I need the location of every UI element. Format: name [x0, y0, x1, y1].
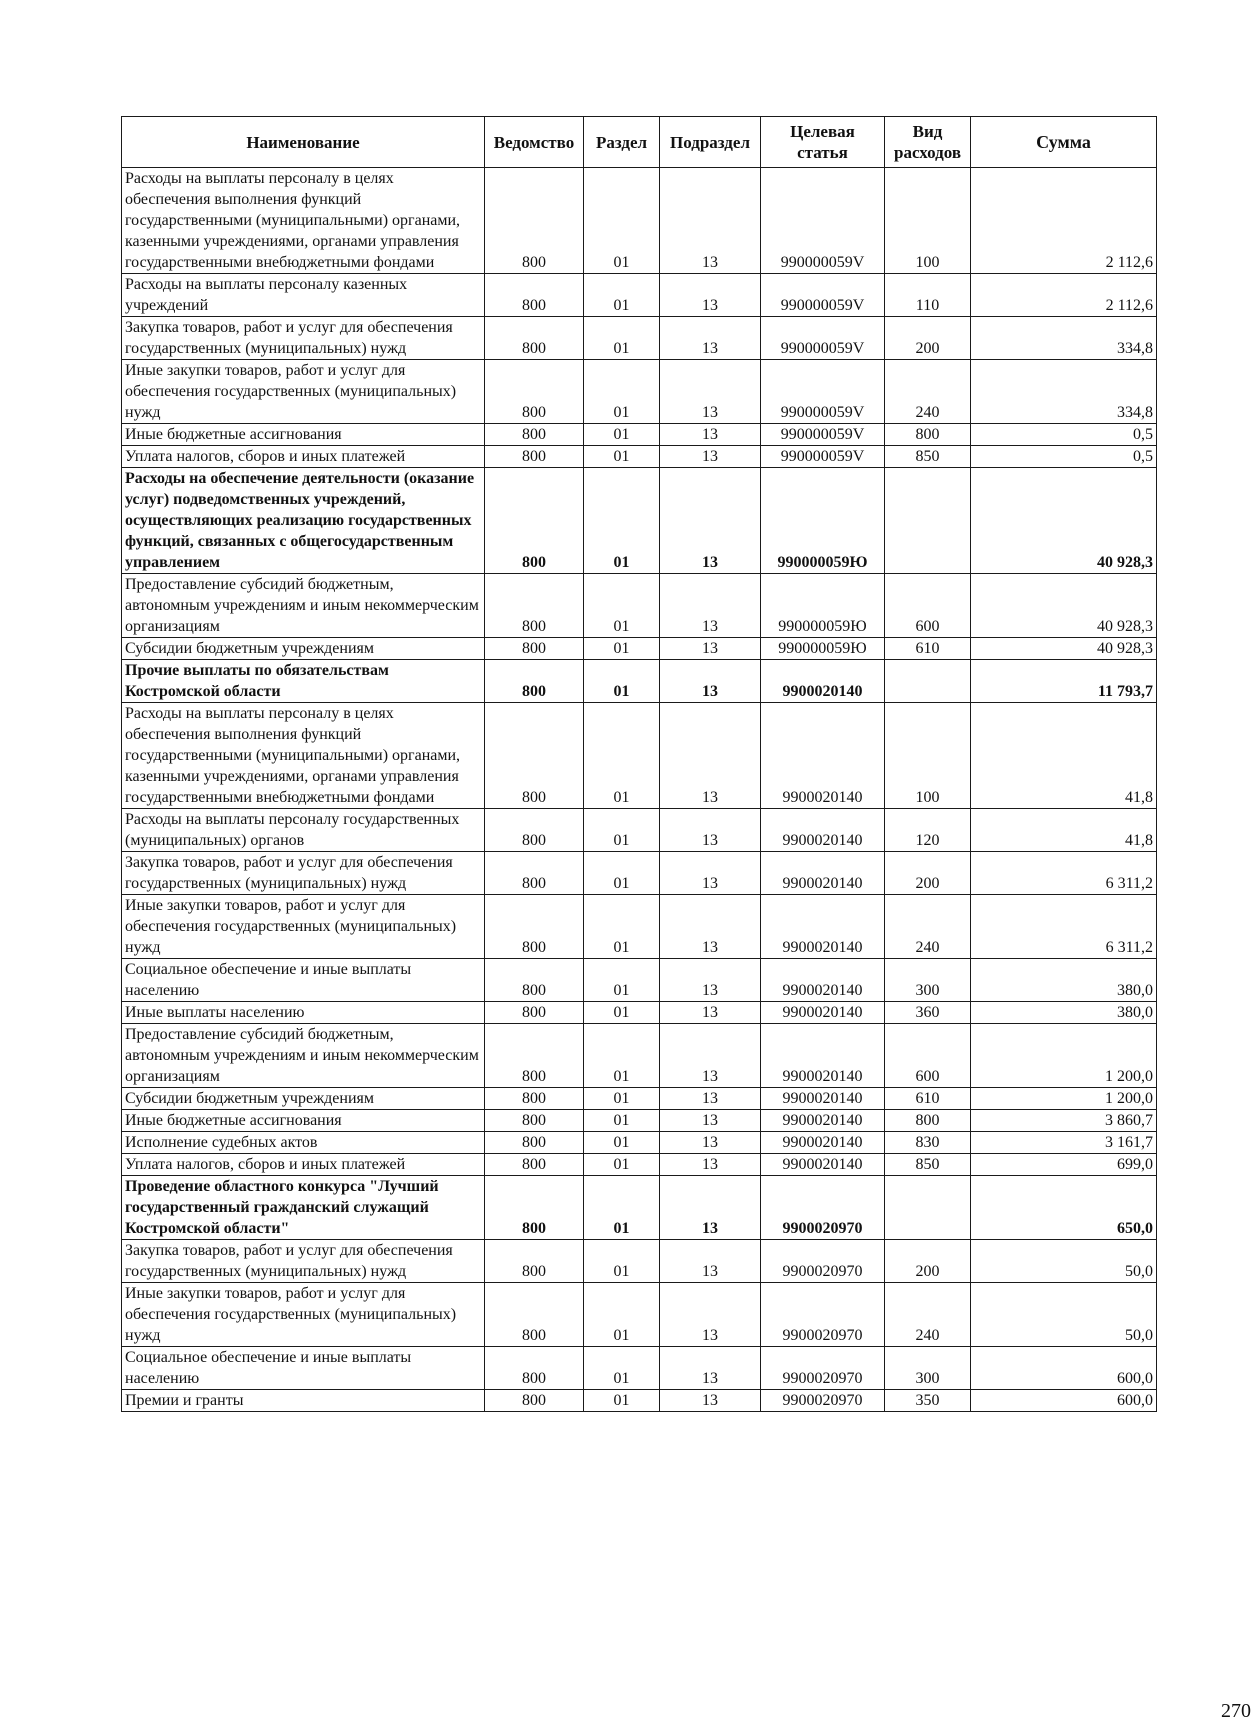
cell-target-article: 990000059V: [761, 168, 885, 274]
cell-target-article: 9900020140: [761, 959, 885, 1002]
cell-target-article: 9900020140: [761, 852, 885, 895]
cell-target-article: 9900020970: [761, 1347, 885, 1390]
table-row: [122, 468, 1157, 574]
cell-amount: 3 161,7: [971, 1132, 1157, 1154]
cell-amount: 600,0: [971, 1347, 1157, 1390]
cell-name: Премии и гранты: [122, 1390, 485, 1412]
cell-subsection: 13: [660, 1347, 761, 1390]
cell-department: 800: [485, 660, 584, 703]
cell-expense-type: 610: [885, 1088, 971, 1110]
cell-target-article: 9900020140: [761, 1002, 885, 1024]
table-row: [122, 809, 1157, 852]
table-row: [122, 1024, 1157, 1088]
cell-name: Закупка товаров, работ и услуг для обеспечения государственных (муниципальных) нужд: [122, 852, 485, 895]
cell-section: 01: [584, 1154, 660, 1176]
cell-section: 01: [584, 446, 660, 468]
cell-target-article: 9900020140: [761, 895, 885, 959]
cell-subsection: 13: [660, 468, 761, 574]
cell-expense-type: 800: [885, 1110, 971, 1132]
cell-department: 800: [485, 1176, 584, 1240]
cell-department: 800: [485, 424, 584, 446]
table-row: [122, 317, 1157, 360]
cell-department: 800: [485, 360, 584, 424]
table-row: [122, 446, 1157, 468]
cell-subsection: 13: [660, 660, 761, 703]
cell-subsection: 13: [660, 360, 761, 424]
cell-subsection: 13: [660, 1132, 761, 1154]
cell-name: Социальное обеспечение и иные выплаты населению: [122, 959, 485, 1002]
header-subsection: Подраздел: [660, 117, 761, 168]
cell-amount: 50,0: [971, 1283, 1157, 1347]
cell-subsection: 13: [660, 274, 761, 317]
cell-section: 01: [584, 660, 660, 703]
cell-amount: 3 860,7: [971, 1110, 1157, 1132]
cell-subsection: 13: [660, 1283, 761, 1347]
cell-target-article: 990000059Ю: [761, 574, 885, 638]
cell-subsection: 13: [660, 574, 761, 638]
table-row: [122, 1132, 1157, 1154]
cell-expense-type: 200: [885, 317, 971, 360]
cell-target-article: 990000059V: [761, 446, 885, 468]
table-row: [122, 1176, 1157, 1240]
cell-section: 01: [584, 852, 660, 895]
cell-department: 800: [485, 1110, 584, 1132]
cell-subsection: 13: [660, 638, 761, 660]
cell-department: 800: [485, 1347, 584, 1390]
cell-section: 01: [584, 638, 660, 660]
table-row: [122, 574, 1157, 638]
cell-target-article: 990000059Ю: [761, 468, 885, 574]
cell-amount: 380,0: [971, 959, 1157, 1002]
cell-subsection: 13: [660, 1024, 761, 1088]
cell-target-article: 990000059V: [761, 360, 885, 424]
header-name: Наименование: [122, 117, 485, 168]
cell-expense-type: 110: [885, 274, 971, 317]
cell-name: Предоставление субсидий бюджетным, автономным учреждениям и иным некоммерческим организациям: [122, 574, 485, 638]
cell-name: Иные бюджетные ассигнования: [122, 424, 485, 446]
header-expense-type: Вид расходов: [885, 117, 971, 168]
cell-amount: 650,0: [971, 1176, 1157, 1240]
cell-department: 800: [485, 468, 584, 574]
cell-amount: 41,8: [971, 809, 1157, 852]
cell-department: 800: [485, 317, 584, 360]
header-target-article: Целевая статья: [761, 117, 885, 168]
cell-amount: 41,8: [971, 703, 1157, 809]
cell-section: 01: [584, 1132, 660, 1154]
cell-name: Расходы на выплаты персоналу в целях обеспечения выполнения функций государственными (муниципальными) органами, казенными учреждениями, органами управления государственными внебюджетными фондами: [122, 168, 485, 274]
cell-expense-type: 610: [885, 638, 971, 660]
cell-expense-type: 350: [885, 1390, 971, 1412]
header-department: Ведомство: [485, 117, 584, 168]
cell-department: 800: [485, 1002, 584, 1024]
cell-target-article: 990000059V: [761, 317, 885, 360]
cell-amount: 6 311,2: [971, 895, 1157, 959]
cell-section: 01: [584, 1088, 660, 1110]
cell-section: 01: [584, 1390, 660, 1412]
cell-target-article: 9900020140: [761, 1154, 885, 1176]
cell-target-article: 9900020140: [761, 1088, 885, 1110]
cell-department: 800: [485, 274, 584, 317]
header-row: [122, 117, 1157, 168]
cell-section: 01: [584, 1347, 660, 1390]
cell-target-article: 9900020970: [761, 1390, 885, 1412]
table-row: [122, 360, 1157, 424]
cell-subsection: 13: [660, 1002, 761, 1024]
cell-name: Прочие выплаты по обязательствам Костромской области: [122, 660, 485, 703]
table-row: [122, 1154, 1157, 1176]
table-row: [122, 274, 1157, 317]
cell-target-article: 9900020970: [761, 1240, 885, 1283]
cell-target-article: 9900020140: [761, 1024, 885, 1088]
cell-name: Проведение областного конкурса "Лучший государственный гражданский служащий Костромской области": [122, 1176, 485, 1240]
cell-name: Иные бюджетные ассигнования: [122, 1110, 485, 1132]
cell-subsection: 13: [660, 446, 761, 468]
header-amount: Сумма: [971, 117, 1157, 168]
cell-department: 800: [485, 895, 584, 959]
table-row: [122, 1347, 1157, 1390]
table-row: [122, 895, 1157, 959]
cell-department: 800: [485, 703, 584, 809]
cell-department: 800: [485, 1283, 584, 1347]
cell-expense-type: 240: [885, 895, 971, 959]
table-row: [122, 424, 1157, 446]
table-row: [122, 638, 1157, 660]
cell-expense-type: 600: [885, 574, 971, 638]
cell-amount: 334,8: [971, 360, 1157, 424]
cell-subsection: 13: [660, 1154, 761, 1176]
cell-target-article: 9900020140: [761, 809, 885, 852]
cell-name: Закупка товаров, работ и услуг для обеспечения государственных (муниципальных) нужд: [122, 317, 485, 360]
cell-department: 800: [485, 1024, 584, 1088]
cell-amount: 11 793,7: [971, 660, 1157, 703]
cell-amount: 600,0: [971, 1390, 1157, 1412]
cell-amount: 1 200,0: [971, 1088, 1157, 1110]
cell-name: Иные закупки товаров, работ и услуг для обеспечения государственных (муниципальных) нужд: [122, 1283, 485, 1347]
cell-amount: 699,0: [971, 1154, 1157, 1176]
cell-expense-type: 360: [885, 1002, 971, 1024]
cell-expense-type: [885, 660, 971, 703]
cell-department: 800: [485, 1088, 584, 1110]
cell-expense-type: 120: [885, 809, 971, 852]
table-row: [122, 660, 1157, 703]
cell-amount: 2 112,6: [971, 274, 1157, 317]
page-number: 270: [1221, 1700, 1251, 1722]
cell-target-article: 9900020140: [761, 660, 885, 703]
cell-expense-type: 100: [885, 168, 971, 274]
cell-expense-type: 300: [885, 1347, 971, 1390]
table-row: [122, 1088, 1157, 1110]
cell-name: Субсидии бюджетным учреждениям: [122, 1088, 485, 1110]
cell-name: Исполнение судебных актов: [122, 1132, 485, 1154]
cell-target-article: 9900020140: [761, 1110, 885, 1132]
cell-department: 800: [485, 446, 584, 468]
cell-expense-type: 300: [885, 959, 971, 1002]
cell-expense-type: 600: [885, 1024, 971, 1088]
cell-section: 01: [584, 317, 660, 360]
cell-section: 01: [584, 959, 660, 1002]
cell-expense-type: 850: [885, 446, 971, 468]
cell-subsection: 13: [660, 703, 761, 809]
cell-section: 01: [584, 574, 660, 638]
cell-name: Расходы на выплаты персоналу казенных учреждений: [122, 274, 485, 317]
cell-target-article: 9900020970: [761, 1283, 885, 1347]
cell-section: 01: [584, 895, 660, 959]
cell-target-article: 990000059V: [761, 424, 885, 446]
cell-expense-type: [885, 468, 971, 574]
cell-section: 01: [584, 1240, 660, 1283]
cell-name: Уплата налогов, сборов и иных платежей: [122, 1154, 485, 1176]
cell-section: 01: [584, 274, 660, 317]
table-row: [122, 1283, 1157, 1347]
cell-target-article: 9900020140: [761, 1132, 885, 1154]
cell-subsection: 13: [660, 1088, 761, 1110]
cell-expense-type: 100: [885, 703, 971, 809]
cell-amount: 380,0: [971, 1002, 1157, 1024]
table-row: [122, 852, 1157, 895]
table-row: [122, 703, 1157, 809]
header-section: Раздел: [584, 117, 660, 168]
cell-target-article: 990000059Ю: [761, 638, 885, 660]
cell-subsection: 13: [660, 1240, 761, 1283]
cell-amount: 50,0: [971, 1240, 1157, 1283]
cell-amount: 334,8: [971, 317, 1157, 360]
cell-subsection: 13: [660, 895, 761, 959]
cell-name: Расходы на выплаты персоналу государственных (муниципальных) органов: [122, 809, 485, 852]
cell-expense-type: 200: [885, 852, 971, 895]
cell-subsection: 13: [660, 1110, 761, 1132]
cell-subsection: 13: [660, 1390, 761, 1412]
cell-department: 800: [485, 959, 584, 1002]
cell-name: Социальное обеспечение и иные выплаты населению: [122, 1347, 485, 1390]
cell-name: Предоставление субсидий бюджетным, автономным учреждениям и иным некоммерческим организациям: [122, 1024, 485, 1088]
cell-name: Уплата налогов, сборов и иных платежей: [122, 446, 485, 468]
cell-name: Расходы на обеспечение деятельности (оказание услуг) подведомственных учреждений, осуществляющих реализацию государственных функций, связанных с общегосударственным управлением: [122, 468, 485, 574]
cell-name: Закупка товаров, работ и услуг для обеспечения государственных (муниципальных) нужд: [122, 1240, 485, 1283]
cell-department: 800: [485, 1390, 584, 1412]
cell-department: 800: [485, 574, 584, 638]
cell-expense-type: 240: [885, 360, 971, 424]
cell-subsection: 13: [660, 424, 761, 446]
table-row: [122, 1390, 1157, 1412]
cell-department: 800: [485, 852, 584, 895]
cell-expense-type: 850: [885, 1154, 971, 1176]
cell-department: 800: [485, 1154, 584, 1176]
cell-amount: 0,5: [971, 424, 1157, 446]
document-page: [121, 116, 1251, 1722]
cell-section: 01: [584, 168, 660, 274]
cell-section: 01: [584, 360, 660, 424]
cell-target-article: 9900020140: [761, 703, 885, 809]
cell-name: Иные выплаты населению: [122, 1002, 485, 1024]
cell-target-article: 990000059V: [761, 274, 885, 317]
cell-target-article: 9900020970: [761, 1176, 885, 1240]
cell-department: 800: [485, 1240, 584, 1283]
cell-section: 01: [584, 1176, 660, 1240]
cell-amount: 6 311,2: [971, 852, 1157, 895]
cell-subsection: 13: [660, 959, 761, 1002]
table-row: [122, 959, 1157, 1002]
cell-section: 01: [584, 1002, 660, 1024]
cell-section: 01: [584, 1283, 660, 1347]
cell-amount: 40 928,3: [971, 574, 1157, 638]
cell-expense-type: 830: [885, 1132, 971, 1154]
cell-name: Расходы на выплаты персоналу в целях обеспечения выполнения функций государственными (муниципальными) органами, казенными учреждениями, органами управления государственными внебюджетными фондами: [122, 703, 485, 809]
cell-amount: 0,5: [971, 446, 1157, 468]
cell-section: 01: [584, 1110, 660, 1132]
cell-subsection: 13: [660, 317, 761, 360]
cell-amount: 40 928,3: [971, 468, 1157, 574]
table-row: [122, 168, 1157, 274]
cell-name: Иные закупки товаров, работ и услуг для обеспечения государственных (муниципальных) нужд: [122, 360, 485, 424]
cell-expense-type: 240: [885, 1283, 971, 1347]
budget-table: [121, 116, 1157, 1412]
table-body: [122, 168, 1157, 1412]
cell-section: 01: [584, 468, 660, 574]
cell-amount: 2 112,6: [971, 168, 1157, 274]
cell-expense-type: [885, 1176, 971, 1240]
cell-expense-type: 800: [885, 424, 971, 446]
table-row: [122, 1240, 1157, 1283]
table-row: [122, 1002, 1157, 1024]
cell-name: Субсидии бюджетным учреждениям: [122, 638, 485, 660]
cell-subsection: 13: [660, 852, 761, 895]
cell-section: 01: [584, 424, 660, 446]
table-row: [122, 1110, 1157, 1132]
cell-section: 01: [584, 703, 660, 809]
cell-department: 800: [485, 638, 584, 660]
cell-subsection: 13: [660, 809, 761, 852]
cell-amount: 40 928,3: [971, 638, 1157, 660]
cell-department: 800: [485, 809, 584, 852]
cell-expense-type: 200: [885, 1240, 971, 1283]
cell-subsection: 13: [660, 1176, 761, 1240]
cell-department: 800: [485, 168, 584, 274]
cell-subsection: 13: [660, 168, 761, 274]
cell-amount: 1 200,0: [971, 1024, 1157, 1088]
cell-name: Иные закупки товаров, работ и услуг для обеспечения государственных (муниципальных) нужд: [122, 895, 485, 959]
cell-department: 800: [485, 1132, 584, 1154]
cell-section: 01: [584, 1024, 660, 1088]
cell-section: 01: [584, 809, 660, 852]
